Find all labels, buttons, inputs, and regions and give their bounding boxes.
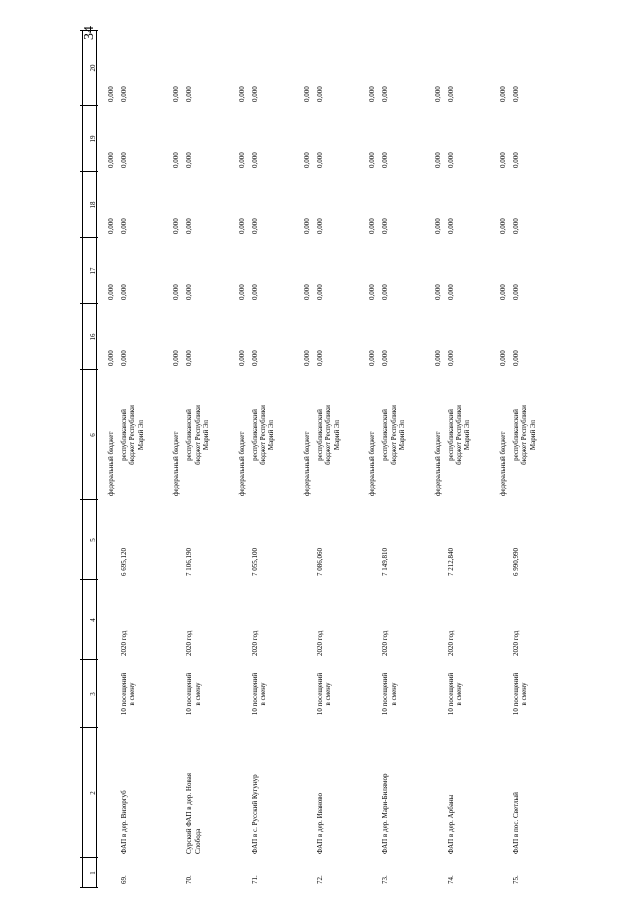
value-republic: 0,000: [250, 218, 259, 234]
value-republic: 0,000: [446, 284, 455, 300]
value-republic: 0,000: [381, 284, 390, 300]
budget-republic-line: бюджет Республики: [389, 405, 398, 465]
cost-cell: 7 212,840: [446, 548, 455, 576]
value-republic: 0,000: [250, 86, 259, 102]
budget-republic-line: республиканский: [315, 409, 324, 461]
column-divider: [80, 727, 98, 728]
value-republic: 0,000: [315, 86, 324, 102]
value-federal: 0,000: [433, 284, 442, 300]
value-federal: 0,000: [237, 284, 246, 300]
value-federal: 0,000: [368, 86, 377, 102]
capacity-line: в смену: [389, 682, 398, 706]
value-federal: 0,000: [368, 218, 377, 234]
capacity-line: в смену: [128, 682, 137, 706]
page-number: 34: [82, 26, 97, 40]
value-republic: 0,000: [120, 86, 128, 102]
row-number: 73.: [381, 875, 390, 884]
value-federal: 0,000: [172, 218, 181, 234]
value-republic: 0,000: [185, 218, 194, 234]
value-federal: 0,000: [368, 152, 377, 168]
budget-republic-line: республиканский: [381, 409, 390, 461]
capacity-line: 10 посещений: [511, 672, 520, 716]
object-name-line: ФАП в дер. Визоргуб: [120, 790, 128, 854]
value-federal: 0,000: [433, 152, 442, 168]
capacity-line: в смену: [520, 682, 529, 706]
column-header-4: 4: [89, 618, 97, 622]
value-federal: 0,000: [172, 152, 181, 168]
column-header-5: 5: [89, 538, 97, 542]
column-header-1: 1: [89, 871, 97, 875]
year-cell: 2020 год: [250, 630, 259, 656]
value-federal: 0,000: [237, 350, 246, 366]
value-republic: 0,000: [120, 284, 128, 300]
column-header-18: 18: [89, 201, 97, 209]
value-republic: 0,000: [185, 284, 194, 300]
budget-republic-line: Марий Эл: [267, 419, 276, 451]
object-name-line: ФАП в дер. Иваново: [315, 792, 324, 854]
budget-republic-line: бюджет Республики: [454, 405, 463, 465]
budget-republic-line: республиканский: [250, 409, 259, 461]
year-cell: 2020 год: [381, 630, 390, 656]
value-federal: 0,000: [302, 218, 311, 234]
value-republic: 0,000: [250, 152, 259, 168]
column-divider: [80, 659, 98, 660]
column-header-6: 6: [89, 433, 97, 437]
row-number: 71.: [250, 875, 259, 884]
value-federal: 0,000: [237, 152, 246, 168]
value-republic: 0,000: [120, 152, 128, 168]
value-republic: 0,000: [315, 350, 324, 366]
budget-republic-line: республиканский: [446, 409, 455, 461]
column-4: [80, 580, 536, 660]
column-5: [80, 500, 536, 580]
value-republic: 0,000: [511, 218, 520, 234]
value-republic: 0,000: [381, 350, 390, 366]
cost-cell: 7 149,810: [381, 548, 390, 576]
value-federal: 0,000: [498, 218, 507, 234]
value-republic: 0,000: [511, 350, 520, 366]
value-federal: 0,000: [172, 86, 181, 102]
object-name-line: ФАП в дер. Мари-Билямор: [381, 773, 390, 854]
cost-cell: 6 990,990: [511, 548, 520, 576]
budget-republic-line: бюджет Республики: [324, 405, 333, 465]
cost-cell: 7 106,190: [185, 548, 194, 576]
value-republic: 0,000: [250, 284, 259, 300]
value-federal: 0,000: [498, 350, 507, 366]
column-2: [80, 728, 536, 858]
value-republic: 0,000: [446, 218, 455, 234]
budget-republic-line: Марий Эл: [398, 419, 406, 451]
value-republic: 0,000: [120, 350, 128, 366]
budget-republic-line: бюджет Республики: [128, 405, 137, 465]
object-name-line: Сурский ФАП в дер. Новая: [185, 772, 194, 854]
value-republic: 0,000: [446, 86, 455, 102]
value-republic: 0,000: [120, 218, 128, 234]
value-republic: 0,000: [185, 152, 194, 168]
budget-republic-line: республиканский: [120, 409, 128, 461]
budget-republic-line: Марий Эл: [202, 419, 211, 451]
capacity-line: 10 посещений: [250, 672, 259, 716]
value-federal: 0,000: [107, 284, 115, 300]
budget-federal-label: федеральный бюджет: [172, 431, 181, 496]
value-federal: 0,000: [107, 152, 115, 168]
capacity-line: 10 посещений: [381, 672, 390, 716]
capacity-line: 10 посещений: [185, 672, 194, 716]
budget-republic-line: республиканский: [185, 409, 194, 461]
column-divider: [80, 105, 98, 106]
value-federal: 0,000: [433, 86, 442, 102]
column-3: [80, 660, 536, 728]
column-divider: [80, 171, 98, 172]
object-name-line: ФАП в пос. Светлый: [511, 792, 520, 854]
value-federal: 0,000: [498, 284, 507, 300]
column-header-3: 3: [89, 692, 97, 696]
value-republic: 0,000: [185, 350, 194, 366]
value-federal: 0,000: [107, 86, 115, 102]
value-federal: 0,000: [172, 350, 181, 366]
budget-republic-line: Марий Эл: [463, 419, 472, 451]
capacity-line: в смену: [193, 682, 202, 706]
budget-federal-label: федеральный бюджет: [107, 431, 115, 496]
value-federal: 0,000: [498, 152, 507, 168]
year-cell: 2020 год: [315, 630, 324, 656]
value-republic: 0,000: [446, 350, 455, 366]
column-header-2: 2: [89, 791, 97, 795]
column-divider: [80, 303, 98, 304]
value-federal: 0,000: [433, 350, 442, 366]
row-number: 70.: [185, 875, 194, 884]
column-divider: [80, 887, 98, 888]
capacity-line: 10 посещений: [315, 672, 324, 716]
value-republic: 0,000: [315, 284, 324, 300]
value-federal: 0,000: [107, 218, 115, 234]
value-federal: 0,000: [107, 350, 115, 366]
year-cell: 2020 год: [511, 630, 520, 656]
object-name-line: ФАП в дер. Арбаны: [446, 794, 455, 854]
value-federal: 0,000: [237, 218, 246, 234]
value-federal: 0,000: [368, 284, 377, 300]
row-number: 74.: [446, 875, 455, 884]
object-name-line: ФАП в с. Русский Кугунур: [250, 774, 259, 854]
value-federal: 0,000: [302, 86, 311, 102]
column-divider: [80, 369, 98, 370]
value-republic: 0,000: [381, 152, 390, 168]
value-federal: 0,000: [433, 218, 442, 234]
budget-republic-line: Марий Эл: [136, 419, 145, 451]
cost-cell: 6 695,120: [120, 548, 128, 576]
column-divider: [80, 499, 98, 500]
value-republic: 0,000: [315, 218, 324, 234]
row-number: 75.: [511, 875, 520, 884]
capacity-line: в смену: [454, 682, 463, 706]
value-federal: 0,000: [302, 350, 311, 366]
row-number: 72.: [315, 875, 324, 884]
value-republic: 0,000: [315, 152, 324, 168]
column-header-19: 19: [89, 135, 97, 143]
budget-federal-label: федеральный бюджет: [433, 431, 442, 496]
budget-republic-line: Марий Эл: [332, 419, 341, 451]
column-divider: [80, 30, 98, 31]
budget-republic-line: Марий Эл: [528, 419, 537, 451]
column-header-20: 20: [89, 64, 97, 72]
value-federal: 0,000: [302, 152, 311, 168]
column-header-16: 16: [89, 333, 97, 341]
capacity-line: 10 посещений: [446, 672, 455, 716]
value-republic: 0,000: [511, 86, 520, 102]
value-republic: 0,000: [185, 86, 194, 102]
row-number: 69.: [120, 875, 128, 884]
value-federal: 0,000: [302, 284, 311, 300]
value-republic: 0,000: [381, 218, 390, 234]
value-republic: 0,000: [381, 86, 390, 102]
value-federal: 0,000: [172, 284, 181, 300]
value-federal: 0,000: [498, 86, 507, 102]
budget-republic-line: бюджет Республики: [520, 405, 529, 465]
year-cell: 2020 год: [446, 630, 455, 656]
budget-federal-label: федеральный бюджет: [498, 431, 507, 496]
budget-republic-line: бюджет Республики: [259, 405, 267, 465]
budget-federal-label: федеральный бюджет: [302, 431, 311, 496]
value-federal: 0,000: [237, 86, 246, 102]
budget-federal-label: федеральный бюджет: [237, 431, 246, 496]
value-republic: 0,000: [250, 350, 259, 366]
capacity-line: в смену: [259, 682, 267, 706]
value-republic: 0,000: [511, 284, 520, 300]
budget-republic-line: бюджет Республики: [193, 405, 202, 465]
value-republic: 0,000: [511, 152, 520, 168]
cost-cell: 7 055,100: [250, 548, 259, 576]
object-name-line: Слобода: [193, 828, 202, 854]
year-cell: 2020 год: [120, 630, 128, 656]
value-federal: 0,000: [368, 350, 377, 366]
year-cell: 2020 год: [185, 630, 194, 656]
budget-republic-line: республиканский: [511, 409, 520, 461]
cost-cell: 7 086,060: [315, 548, 324, 576]
column-divider: [80, 579, 98, 580]
capacity-line: 10 посещений: [120, 672, 128, 716]
data-table: [80, 30, 536, 888]
value-republic: 0,000: [446, 152, 455, 168]
capacity-line: в смену: [324, 682, 333, 706]
column-divider: [80, 237, 98, 238]
budget-federal-label: федеральный бюджет: [368, 431, 377, 496]
column-header-17: 17: [89, 267, 97, 275]
column-divider: [80, 857, 98, 858]
column-1: [80, 858, 536, 888]
